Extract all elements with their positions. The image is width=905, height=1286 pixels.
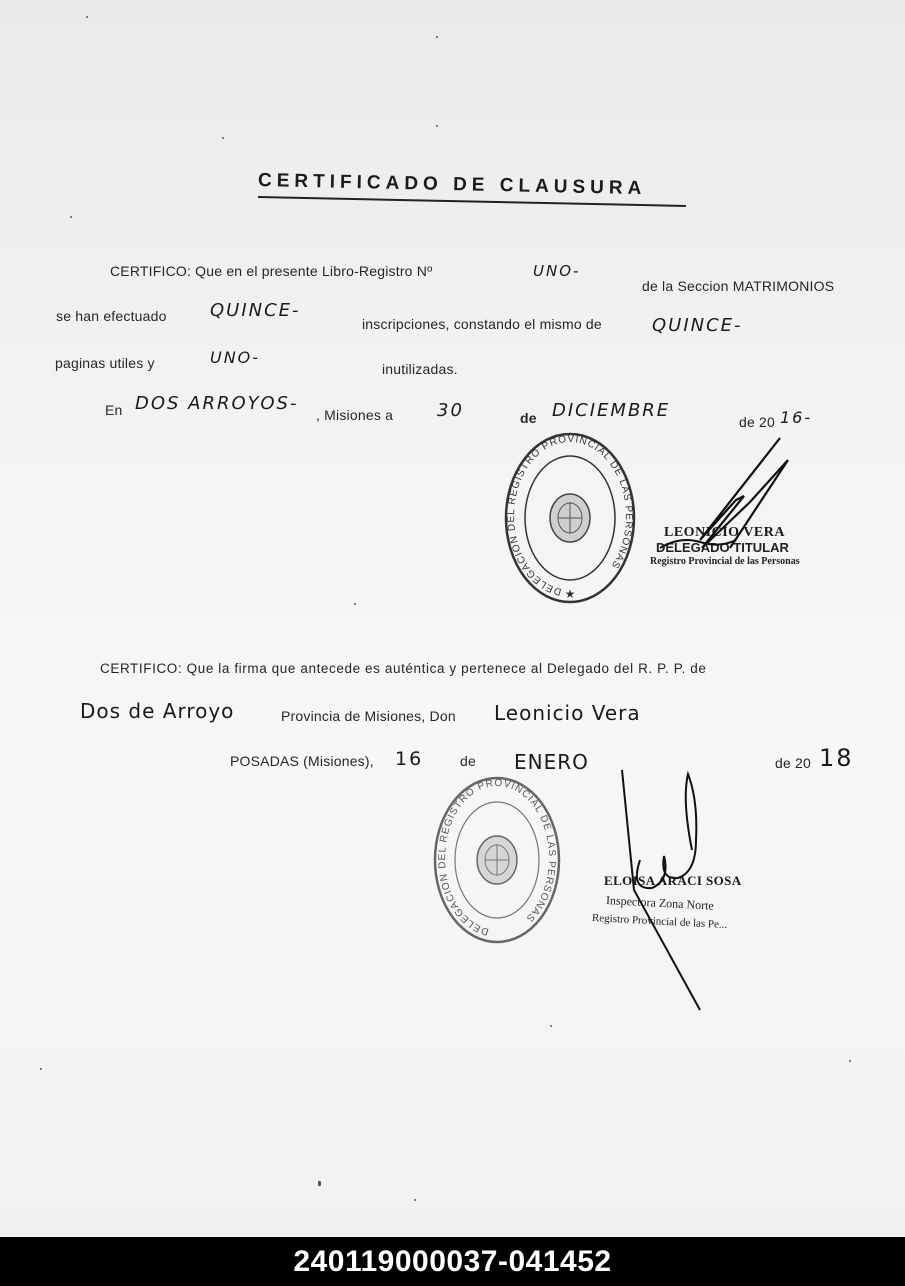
cert2-line2-mid: Provincia de Misiones, Don bbox=[281, 708, 456, 724]
scan-speck bbox=[86, 16, 88, 18]
cert1-place-prefix: En bbox=[105, 402, 123, 418]
signatory1-role: DELEGADO TITULAR bbox=[656, 540, 789, 555]
scan-speck bbox=[436, 36, 438, 38]
signatory1-name: LEONICIO VERA bbox=[664, 525, 785, 540]
cert1-line3-start: paginas utiles y bbox=[55, 355, 155, 371]
cert1-line2-mid: inscripciones, constando el mismo de bbox=[362, 316, 602, 332]
document-barcode-number: 240119000037-041452 bbox=[293, 1244, 612, 1278]
signature-eloisa-araci-sosa bbox=[600, 760, 730, 1020]
paginas-handwritten: QUINCE- bbox=[652, 315, 743, 336]
cert1-de-label: de bbox=[520, 410, 537, 426]
signatory2-name: ELOISA ARACI SOSA bbox=[604, 873, 742, 888]
scan-speck bbox=[318, 1181, 321, 1186]
seal2-ring-text: DELEGACION DEL REGISTRO PROVINCIAL DE LAS PERSONAS bbox=[436, 777, 558, 938]
coat-of-arms-icon bbox=[477, 836, 517, 884]
cert2-month-handwritten: ENERO bbox=[514, 750, 589, 774]
seal-star-icon: ★ bbox=[564, 587, 576, 601]
year-handwritten: 16- bbox=[780, 408, 813, 427]
official-seal-stamp-2 bbox=[428, 772, 566, 952]
cert2-year-handwritten: 18 bbox=[819, 744, 854, 772]
month-handwritten: DICIEMBRE bbox=[552, 400, 671, 421]
signatory1-org: Registro Provincial de las Personas bbox=[650, 556, 800, 567]
scan-speck bbox=[849, 1060, 851, 1062]
scan-speck bbox=[70, 216, 72, 218]
cert2-day-handwritten: 16 bbox=[395, 748, 424, 770]
cert1-line1-start: CERTIFICO: Que en el presente Libro-Registro Nº bbox=[110, 263, 433, 279]
cert2-year-prefix: de 20 bbox=[775, 755, 812, 771]
cert1-year-prefix: de 20 bbox=[739, 414, 776, 430]
scan-speck bbox=[550, 1025, 552, 1027]
inscripciones-handwritten: QUINCE- bbox=[210, 300, 301, 321]
scan-speck bbox=[414, 1199, 416, 1201]
document-title: CERTIFICADO DE CLAUSURA bbox=[257, 170, 647, 200]
cert2-city-prefix: POSADAS (Misiones), bbox=[230, 753, 374, 769]
cert1-line3-end: inutilizadas. bbox=[382, 361, 458, 377]
libro-numero-handwritten: UNO- bbox=[533, 262, 581, 280]
inutilizadas-handwritten: UNO- bbox=[210, 348, 261, 367]
place-handwritten: DOS ARROYOS- bbox=[135, 393, 299, 414]
scan-speck bbox=[354, 603, 356, 605]
cert2-name-handwritten: Leonicio Vera bbox=[494, 701, 641, 725]
footer-bar bbox=[0, 1237, 905, 1286]
scan-speck bbox=[436, 125, 438, 127]
scan-speck bbox=[40, 1068, 42, 1070]
signature-leonicio-vera bbox=[640, 430, 810, 560]
cert1-place-mid: , Misiones a bbox=[316, 407, 394, 423]
official-seal-stamp bbox=[500, 428, 640, 612]
coat-of-arms-icon bbox=[550, 494, 590, 542]
cert2-place-handwritten: Dos de Arroyo bbox=[80, 699, 235, 723]
signatory2-org: Registro Provincial de las Pe... bbox=[591, 912, 728, 932]
cert1-line2-start: se han efectuado bbox=[56, 308, 167, 324]
seal-ring-text: DELEGACION DEL REGISTRO PROVINCIAL DE LAS PERSONAS bbox=[505, 433, 635, 598]
day-handwritten: 30 bbox=[437, 400, 464, 421]
cert2-line1: CERTIFICO: Que la firma que antecede es auténtica y pertenece al Delegado del R. P. P. de bbox=[100, 661, 707, 676]
scan-speck bbox=[222, 137, 224, 139]
signatory2-role: Inspectora Zona Norte bbox=[605, 893, 715, 913]
cert1-line1-end: de la Seccion MATRIMONIOS bbox=[642, 278, 835, 294]
cert2-de-label: de bbox=[460, 753, 476, 769]
